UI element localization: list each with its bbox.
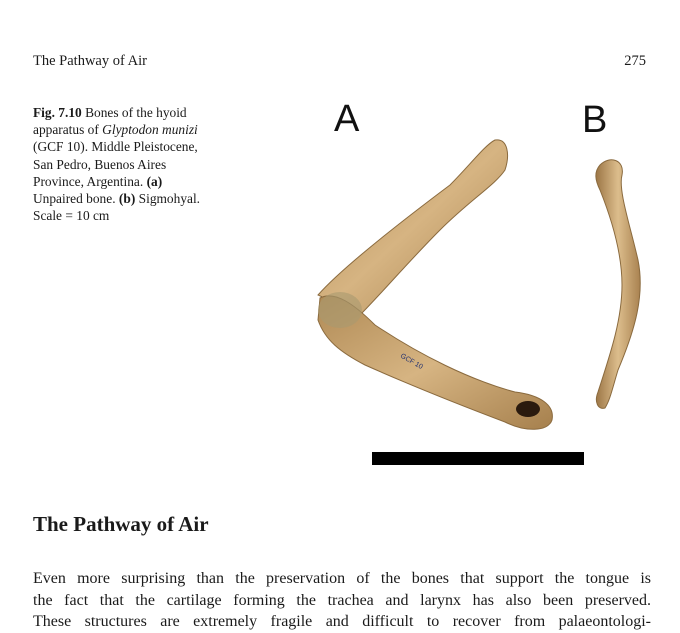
- species-name: Glyptodon munizi: [102, 122, 198, 138]
- caption-text-4: Sigmohyal. Scale = 10 cm: [33, 191, 201, 224]
- panel-a-label: A: [334, 98, 360, 140]
- panel-b-marker: (b): [118, 191, 136, 207]
- panel-a-marker: (a): [146, 173, 163, 189]
- bone-foramen: [516, 401, 540, 417]
- specimen-tag: GCF 10: [399, 352, 424, 371]
- figure-caption: [33, 104, 205, 224]
- body-line-2: the fact that the cartilage forming the trachea and larynx has also been preserved.: [33, 591, 651, 609]
- hyoid-bones-figure: [300, 130, 660, 470]
- body-line-3: These structures are extremely fragile and difficult to recover from palaeontologi-: [33, 613, 651, 630]
- body-line-1: Even more surprising than the preservation of the bones that support the tongue is: [33, 570, 651, 587]
- unpaired-bone-upper-arm: [318, 140, 508, 315]
- vertex-patch: [318, 292, 362, 328]
- section-heading: The Pathway of Air: [33, 512, 209, 536]
- figure-label: Fig. 7.10: [33, 105, 82, 120]
- scale-bar: [372, 452, 584, 465]
- sigmohyal-bone: [596, 160, 640, 409]
- panel-b-label: B: [582, 99, 608, 141]
- caption-text-1: Bones of the hyoid apparatus of: [33, 105, 187, 138]
- caption-text-3: Unpaired bone.: [33, 191, 116, 207]
- body-paragraph: [33, 568, 651, 633]
- page-number: 275: [624, 53, 646, 69]
- caption-text-2: (GCF 10). Middle Pleistocene, San Pedro, Buenos Aires Province, Argentina.: [33, 139, 198, 189]
- running-head: The Pathway of Air: [33, 53, 147, 69]
